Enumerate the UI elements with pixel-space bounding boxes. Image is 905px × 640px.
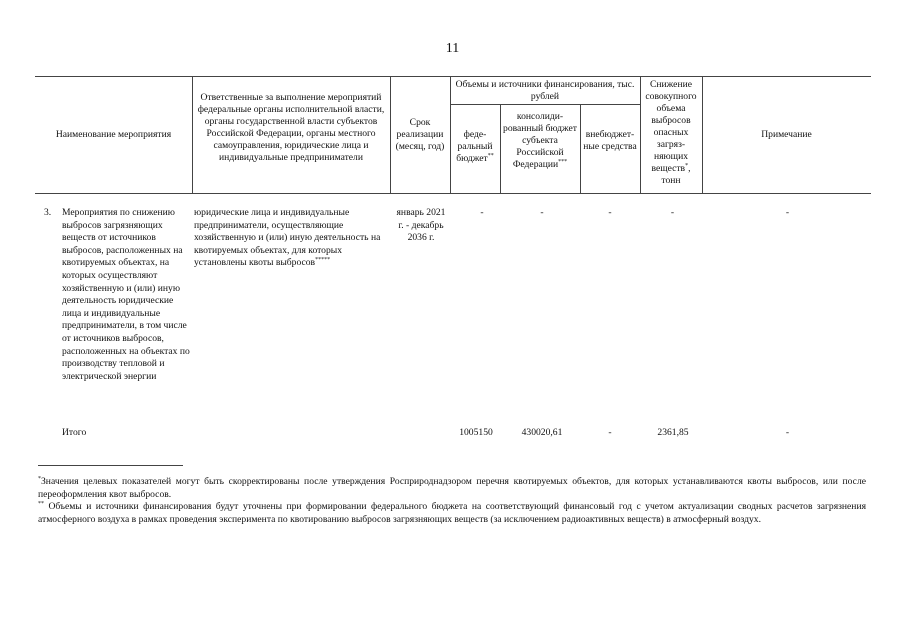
column-divider: [640, 77, 641, 193]
row-number: 3.: [44, 207, 52, 218]
row-term: январь 2021 г. - декабрь 2036 г.: [396, 207, 446, 244]
header-name: Наименование мероприятия: [55, 129, 172, 140]
column-divider: [192, 77, 193, 193]
total-note: -: [785, 427, 790, 438]
header-consolidated: консолиди-рованный бюджет субъекта Российской Федерации***: [503, 111, 577, 170]
row-name: Мероприятия по снижению выбросов загрязняющих веществ от источников выбросов, расположенных на квотируемых объектах, на которых осуществляют хозяйственную и (или) иную деятельность юридические лица и индивидуальные предприниматели, в том числе от источников выбросов, расположенных на объектах по производству тепловой и электрической энергии: [62, 207, 190, 382]
row-consolidated: -: [540, 207, 544, 218]
row-reduction: -: [670, 207, 675, 218]
header-responsible: Ответственные за выполнение мероприятий федеральные органы исполнительной власти, органы государственной власти субъектов Российской Федерации, органы местного самоуправления, юридические лица и индивидуальные предприниматели: [197, 92, 385, 163]
total-label: Итого: [62, 427, 87, 438]
finance-group-divider: [450, 104, 640, 105]
footnote-2: ** Объемы и источники финансирования будут уточнены при формировании федерального бюджета на соответствующий финансовый год с учетом актуализации сводных расчетов загрязнения атмосферного воздуха в рамках проведения эксперимента по квотированию выбросов загрязняющих веществ (за исключением радиоактивных веществ) в атмосферный воздух.: [38, 501, 866, 525]
page-number: 11: [445, 41, 460, 56]
header-finance-group: Объемы и источники финансирования, тыс. рублей: [455, 79, 635, 102]
footnote-separator: [38, 465, 183, 466]
row-responsible: юридические лица и индивидуальные предприниматели, осуществляющие хозяйственную и (или) иную деятельность на квотируемых объектах, для которых установлены квоты выбросов*****: [194, 207, 381, 269]
column-divider: [450, 77, 451, 193]
column-divider: [390, 77, 391, 193]
header-extra: внебюджет-ные средства: [583, 129, 637, 152]
column-divider: [580, 105, 581, 193]
header-note: Примечание: [761, 129, 812, 140]
total-federal: 1005150: [459, 427, 493, 438]
column-divider: [702, 77, 703, 193]
header-federal: феде-ральный бюджет**: [456, 129, 494, 164]
header-reduction: Снижение совокупного объема выбросов опасных загряз-няющих веществ*, тонн: [645, 79, 697, 186]
table-header: [35, 76, 871, 194]
row-federal: -: [480, 207, 484, 218]
total-extra: -: [608, 427, 612, 438]
row-extra: -: [608, 207, 612, 218]
row-note: -: [785, 207, 790, 218]
total-consolidated: 430020,61: [521, 427, 563, 438]
column-divider: [500, 105, 501, 193]
total-reduction: 2361,85: [657, 427, 689, 438]
header-term: Срок реализации (месяц, год): [395, 117, 445, 152]
footnote-1: *Значения целевых показателей могут быть скорректированы после утверждения Росприроднадзором перечня квотируемых объектов, для которых устанавливаются квоты выбросов, или после переоформления квот выбросов.: [38, 476, 866, 500]
